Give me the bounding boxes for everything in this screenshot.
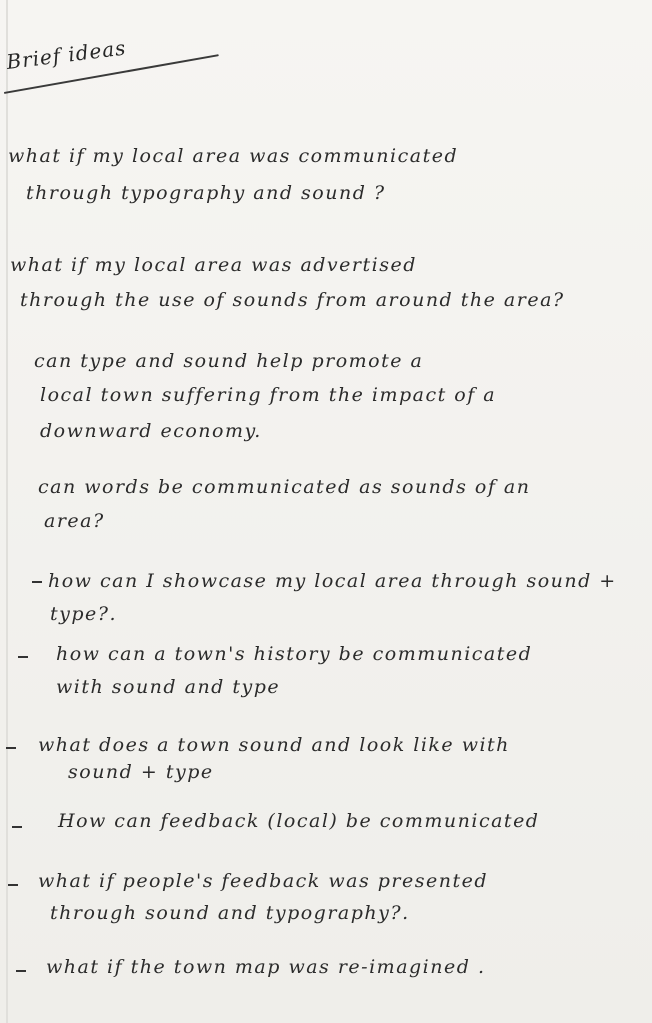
idea-2-line-2: through the use of sounds from around the area? [20,289,565,311]
bullet-dash [6,747,16,749]
idea-9-line-1: what if people's feedback was presented [38,870,489,892]
page-title: Brief ideas [5,35,128,74]
idea-5-line-1: how can I showcase my local area through sound + [48,570,617,592]
bullet-dash [18,656,28,658]
idea-7-line-2: sound + type [68,761,214,783]
idea-1-line-1: what if my local area was communicated [8,145,459,167]
bullet-dash [8,884,18,886]
idea-6-line-2: with sound and type [56,676,281,698]
idea-6-line-1: how can a town's history be communicated [56,643,533,665]
idea-3-line-1: can type and sound help promote a [34,350,424,372]
idea-5-line-2: type?. [50,603,118,625]
idea-3-line-3: downward economy. [40,420,262,442]
idea-10-line-1: what if the town map was re-imagined . [46,956,486,978]
idea-9-line-2: through sound and typography?. [50,902,410,924]
idea-2-line-1: what if my local area was advertised [10,254,417,276]
idea-7-line-1: what does a town sound and look like with [38,734,510,756]
bullet-dash [16,970,26,972]
bullet-dash [12,826,22,828]
idea-4-line-1: can words be communicated as sounds of an [38,476,531,498]
idea-3-line-2: local town suffering from the impact of a [40,384,497,406]
bullet-dash [32,581,42,583]
idea-8-line-1: How can feedback (local) be communicated [58,810,540,832]
idea-4-line-2: area? [44,510,105,532]
idea-1-line-2: through typography and sound ? [26,182,386,204]
